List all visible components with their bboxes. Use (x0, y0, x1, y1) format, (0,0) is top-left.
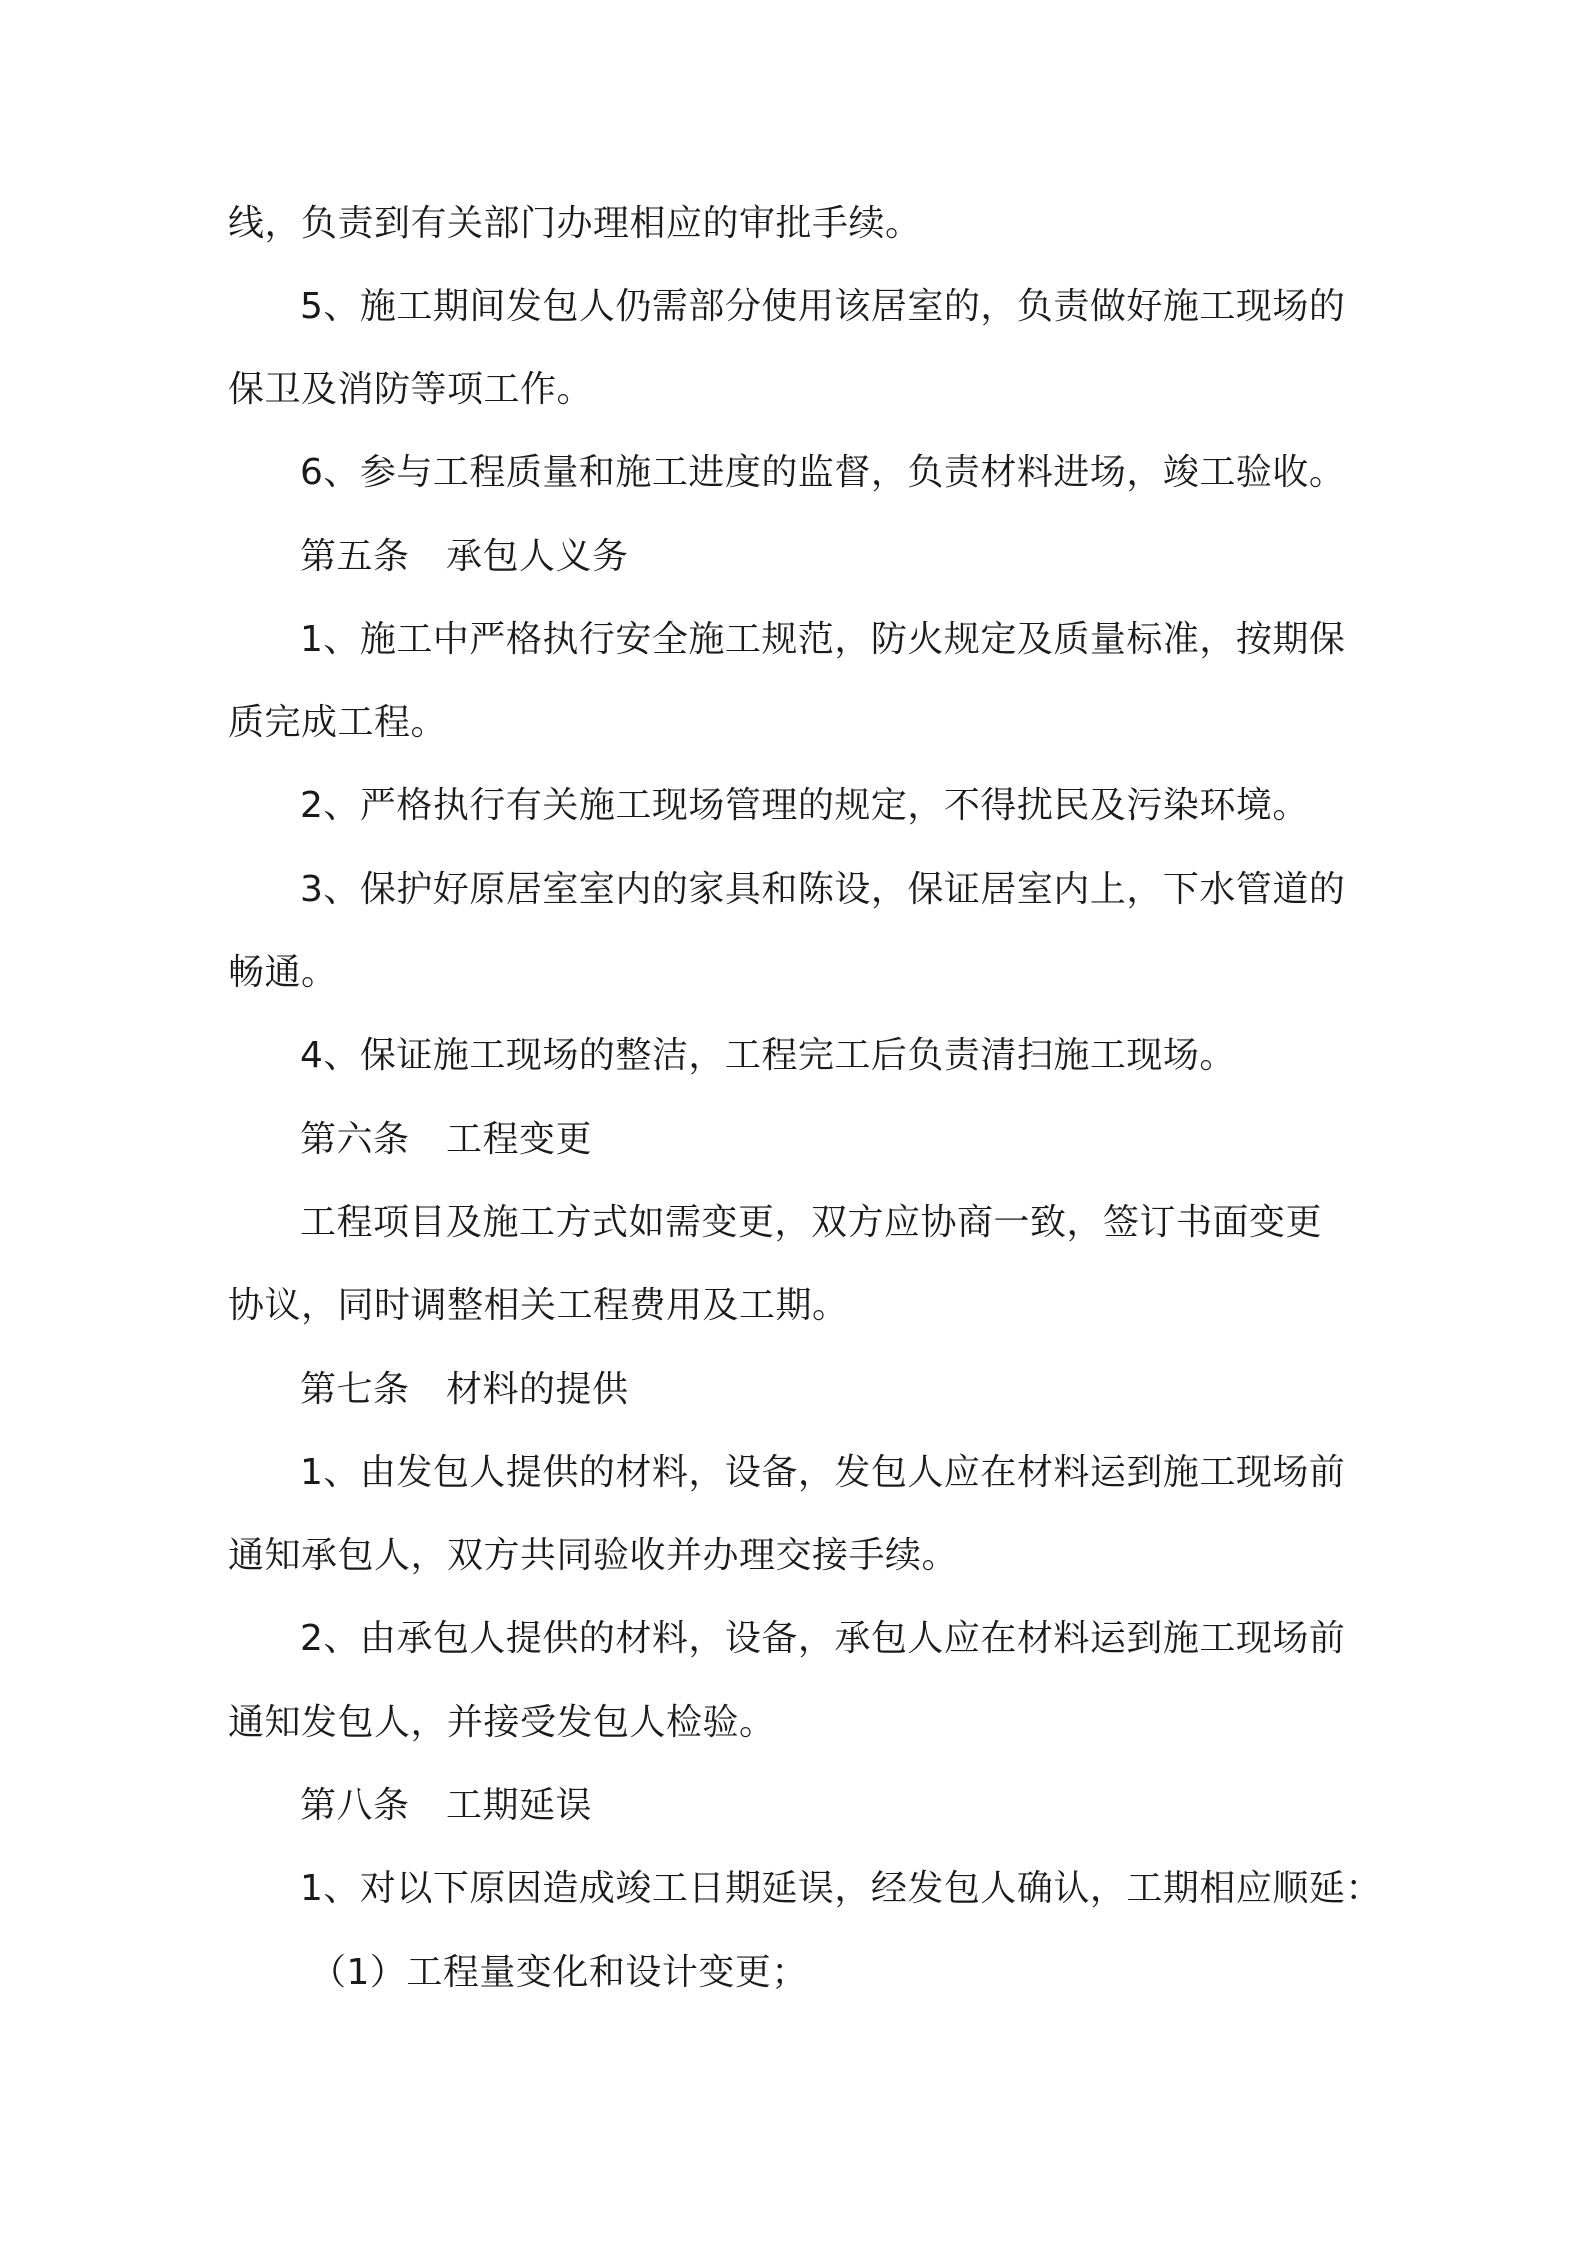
text-line-2: 5、施工期间发包人仍需部分使用该居室的，负责做好施工现场的 (300, 286, 1346, 327)
text-line-22: （1）工程量变化和设计变更； (310, 1952, 808, 1993)
text-line-16: 1、由发包人提供的材料，设备，发包人应在材料运到施工现场前 (300, 1452, 1346, 1493)
text-line-7: 质完成工程。 (228, 702, 448, 743)
text-line-1: 线，负责到有关部门办理相应的审批手续。 (228, 203, 922, 244)
text-line-11: 4、保证施工现场的整洁，工程完工后负责清扫施工现场。 (300, 1035, 1236, 1076)
text-line-17: 通知承包人，双方共同验收并办理交接手续。 (228, 1535, 959, 1576)
text-line-4: 6、参与工程质量和施工进度的监督，负责材料进场，竣工验收。 (300, 452, 1346, 493)
text-line-21: 1、对以下原因造成竣工日期延误，经发包人确认，工期相应顺延： (300, 1868, 1382, 1909)
section-heading-7: 第七条 材料的提供 (300, 1369, 629, 1410)
text-line-9: 3、保护好原居室室内的家具和陈设，保证居室内上，下水管道的 (300, 869, 1346, 910)
text-line-6: 1、施工中严格执行安全施工规范，防火规定及质量标准，按期保 (300, 619, 1346, 660)
text-line-8: 2、严格执行有关施工现场管理的规定，不得扰民及污染环境。 (300, 785, 1309, 826)
text-line-14: 协议，同时调整相关工程费用及工期。 (228, 1285, 849, 1326)
text-line-19: 通知发包人，并接受发包人检验。 (228, 1702, 776, 1743)
text-line-10: 畅通。 (228, 952, 338, 993)
section-heading-5: 第五条 承包人义务 (300, 536, 629, 577)
section-heading-8: 第八条 工期延误 (300, 1785, 593, 1826)
text-line-18: 2、由承包人提供的材料，设备，承包人应在材料运到施工现场前 (300, 1618, 1346, 1659)
text-line-13: 工程项目及施工方式如需变更，双方应协商一致，签订书面变更 (300, 1202, 1323, 1243)
text-line-3: 保卫及消防等项工作。 (228, 369, 594, 410)
section-heading-6: 第六条 工程变更 (300, 1119, 593, 1160)
